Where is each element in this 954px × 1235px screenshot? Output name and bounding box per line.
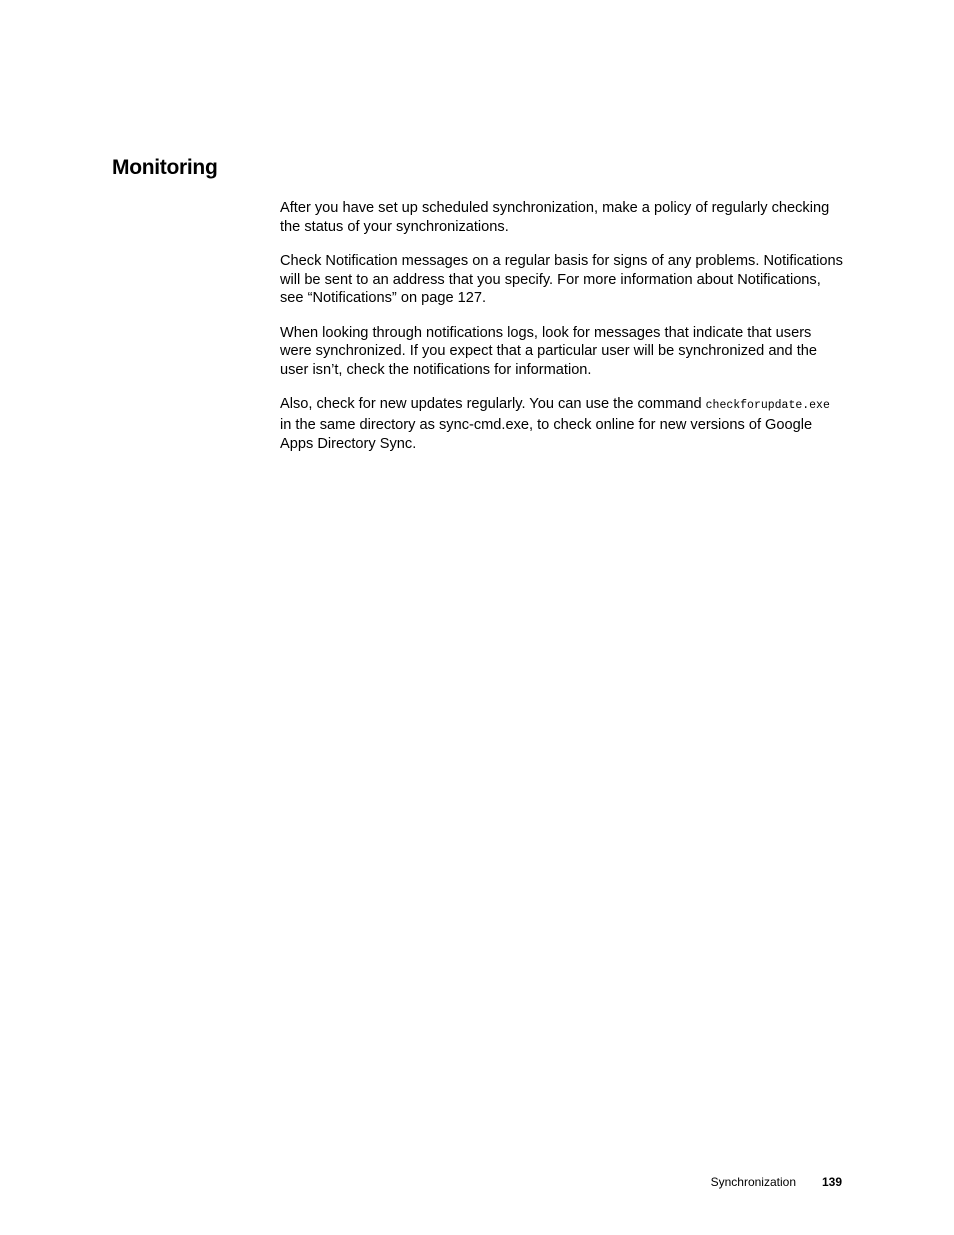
section-heading: Monitoring xyxy=(112,156,218,179)
paragraph-check-updates xyxy=(280,395,845,453)
checkforupdate-command: checkforupdate.exe xyxy=(705,399,830,413)
body-text xyxy=(280,199,845,469)
page-footer xyxy=(600,1174,842,1190)
check-updates-text-end: in the same directory as sync-cmd.exe, to check online for new versions of Google Apps Directory Sync. xyxy=(280,416,813,452)
footer-section-name: Synchronization xyxy=(710,1175,796,1189)
paragraph-scheduled-sync: After you have set up scheduled synchronization, make a policy of regularly checking the status of your synchronizations. xyxy=(280,200,830,235)
page-number: 139 xyxy=(821,1175,842,1189)
paragraph-notification-logs: When looking through notifications logs, look for messages that indicate that users were synchronized. If you expect that a particular user will be synchronized and the user isn’t, check the notifications for information. xyxy=(280,324,818,378)
check-updates-text-start: Also, check for new updates regularly. You can use the command xyxy=(280,396,706,413)
paragraph-notification-messages: Check Notification messages on a regular basis for signs of any problems. Notifications will be sent to an address that you specify. For more information about Notifications, see “Notifications” on page 127. xyxy=(280,252,843,307)
